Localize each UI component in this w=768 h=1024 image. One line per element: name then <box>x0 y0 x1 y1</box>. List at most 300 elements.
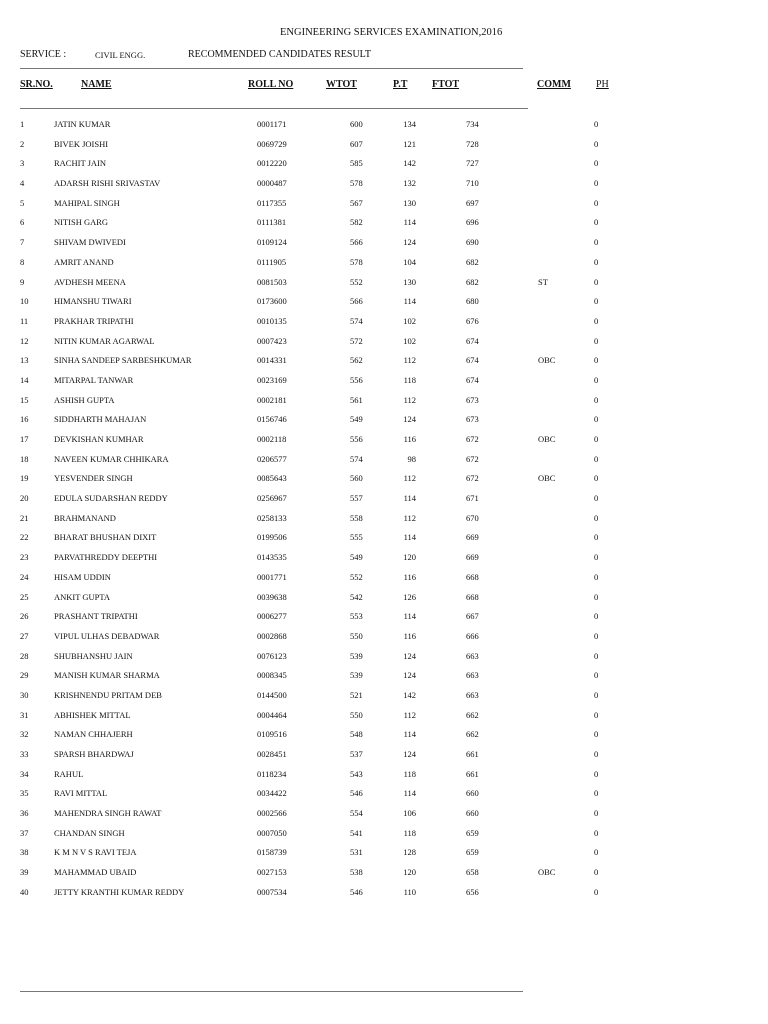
cell-wtot: 574 <box>350 315 363 326</box>
cell-sr: 28 <box>20 650 29 661</box>
cell-ph: 0 <box>594 493 599 504</box>
cell-sr: 24 <box>20 571 29 582</box>
cell-ph: 0 <box>594 178 599 189</box>
cell-ph: 0 <box>594 689 599 700</box>
table-row <box>0 434 768 454</box>
cell-pt: 116 <box>403 630 416 641</box>
cell-sr: 5 <box>20 197 25 208</box>
table-row <box>0 454 768 474</box>
cell-ph: 0 <box>594 749 599 759</box>
cell-roll: 0158739 <box>257 847 287 858</box>
candidates-table <box>0 119 768 907</box>
cell-name: DEVKISHAN KUMHAR <box>54 434 144 444</box>
cell-name: PRAKHAR TRIPATHI <box>54 315 134 326</box>
cell-wtot: 541 <box>350 827 363 838</box>
cell-pt: 128 <box>403 847 416 858</box>
cell-sr: 31 <box>20 709 29 720</box>
table-row <box>0 532 768 552</box>
cell-pt: 130 <box>403 276 416 287</box>
cell-sr: 8 <box>20 256 25 267</box>
cell-ftot: 661 <box>466 768 479 779</box>
cell-pt: 106 <box>403 808 416 819</box>
cell-name: PRASHANT TRIPATHI <box>54 611 138 622</box>
cell-sr: 2 <box>20 138 25 149</box>
cell-roll: 0007534 <box>257 886 287 897</box>
cell-roll: 0007423 <box>257 335 287 346</box>
cell-roll: 0002868 <box>257 630 287 641</box>
cell-sr: 14 <box>20 374 29 385</box>
cell-ph: 0 <box>594 276 599 287</box>
cell-ph: 0 <box>594 709 599 720</box>
column-header-comm: COMM <box>537 79 571 90</box>
cell-ph: 0 <box>594 867 599 878</box>
cell-ph: 0 <box>594 119 599 129</box>
cell-wtot: 558 <box>350 512 363 523</box>
cell-name: CHANDAN SINGH <box>54 827 125 838</box>
cell-ph: 0 <box>594 414 599 425</box>
cell-wtot: 549 <box>350 552 363 563</box>
cell-pt: 98 <box>407 453 416 464</box>
cell-pt: 112 <box>403 394 416 405</box>
cell-pt: 114 <box>403 729 416 740</box>
cell-name: NAVEEN KUMAR CHHIKARA <box>54 453 169 464</box>
cell-comm: ST <box>538 276 548 287</box>
cell-name: JETTY KRANTHI KUMAR REDDY <box>54 886 185 897</box>
cell-roll: 0156746 <box>257 414 287 425</box>
cell-ftot: 661 <box>466 749 479 759</box>
document-title: ENGINEERING SERVICES EXAMINATION,2016 <box>280 27 503 38</box>
cell-wtot: 562 <box>350 355 363 366</box>
column-header-ph: PH <box>596 79 609 90</box>
table-row <box>0 710 768 730</box>
cell-sr: 23 <box>20 552 29 563</box>
cell-ftot: 659 <box>466 827 479 838</box>
table-row <box>0 847 768 867</box>
cell-sr: 26 <box>20 611 29 622</box>
cell-pt: 114 <box>403 788 416 799</box>
cell-ftot: 663 <box>466 689 479 700</box>
cell-pt: 120 <box>403 867 416 878</box>
cell-roll: 0034422 <box>257 788 287 799</box>
cell-wtot: 582 <box>350 217 363 228</box>
table-row <box>0 552 768 572</box>
cell-ph: 0 <box>594 473 599 484</box>
cell-ph: 0 <box>594 256 599 267</box>
table-row <box>0 769 768 789</box>
service-value: CIVIL ENGG. <box>95 50 146 60</box>
cell-pt: 124 <box>403 749 416 759</box>
cell-name: NITISH GARG <box>54 217 109 228</box>
cell-ftot: 696 <box>466 217 479 228</box>
cell-wtot: 546 <box>350 788 363 799</box>
cell-roll: 0028451 <box>257 749 287 759</box>
cell-wtot: 539 <box>350 650 363 661</box>
cell-ph: 0 <box>594 335 599 346</box>
cell-ftot: 673 <box>466 394 479 405</box>
column-header-wtot: WTOT <box>326 79 357 90</box>
cell-wtot: 550 <box>350 630 363 641</box>
cell-roll: 0076123 <box>257 650 287 661</box>
cell-wtot: 555 <box>350 532 363 543</box>
cell-pt: 134 <box>403 119 416 129</box>
table-row <box>0 572 768 592</box>
cell-wtot: 553 <box>350 611 363 622</box>
table-row <box>0 139 768 159</box>
cell-ph: 0 <box>594 374 599 385</box>
table-row <box>0 808 768 828</box>
table-row <box>0 887 768 907</box>
table-row <box>0 316 768 336</box>
cell-name: SHIVAM DWIVEDI <box>54 237 126 248</box>
cell-ftot: 674 <box>466 374 479 385</box>
cell-ftot: 682 <box>466 276 479 287</box>
cell-name: YESVENDER SINGH <box>54 473 133 484</box>
cell-wtot: 521 <box>350 689 363 700</box>
cell-ph: 0 <box>594 670 599 681</box>
cell-pt: 116 <box>403 434 416 444</box>
cell-wtot: 552 <box>350 276 363 287</box>
cell-roll: 0002118 <box>257 434 287 444</box>
cell-sr: 10 <box>20 296 29 307</box>
cell-wtot: 560 <box>350 473 363 484</box>
cell-ftot: 660 <box>466 788 479 799</box>
cell-ftot: 670 <box>466 512 479 523</box>
cell-roll: 0069729 <box>257 138 287 149</box>
cell-comm: OBC <box>538 473 556 484</box>
cell-roll: 0085643 <box>257 473 287 484</box>
cell-roll: 0109516 <box>257 729 287 740</box>
cell-roll: 0143535 <box>257 552 287 563</box>
cell-name: HISAM UDDIN <box>54 571 111 582</box>
cell-ph: 0 <box>594 591 599 602</box>
column-header-pt: P.T <box>393 79 408 90</box>
cell-name: RACHIT JAIN <box>54 158 107 169</box>
cell-sr: 25 <box>20 591 29 602</box>
cell-sr: 6 <box>20 217 25 228</box>
column-header-sr: SR.NO. <box>20 79 53 90</box>
cell-ftot: 673 <box>466 414 479 425</box>
table-row <box>0 867 768 887</box>
cell-pt: 114 <box>403 217 416 228</box>
cell-roll: 0256967 <box>257 493 287 504</box>
cell-ftot: 656 <box>466 886 479 897</box>
cell-pt: 102 <box>403 335 416 346</box>
cell-wtot: 585 <box>350 158 363 169</box>
cell-ph: 0 <box>594 847 599 858</box>
cell-ftot: 674 <box>466 355 479 366</box>
cell-ph: 0 <box>594 788 599 799</box>
table-row <box>0 217 768 237</box>
cell-sr: 15 <box>20 394 29 405</box>
cell-wtot: 557 <box>350 493 363 504</box>
cell-pt: 120 <box>403 552 416 563</box>
cell-sr: 19 <box>20 473 29 484</box>
cell-pt: 118 <box>403 827 416 838</box>
cell-wtot: 539 <box>350 670 363 681</box>
cell-ftot: 672 <box>466 453 479 464</box>
cell-ftot: 672 <box>466 473 479 484</box>
table-row <box>0 611 768 631</box>
cell-ph: 0 <box>594 630 599 641</box>
cell-name: SPARSH BHARDWAJ <box>54 749 134 759</box>
cell-ftot: 668 <box>466 591 479 602</box>
cell-ftot: 676 <box>466 315 479 326</box>
cell-sr: 38 <box>20 847 29 858</box>
cell-sr: 21 <box>20 512 29 523</box>
cell-ftot: 662 <box>466 729 479 740</box>
cell-wtot: 546 <box>350 886 363 897</box>
cell-sr: 32 <box>20 729 29 740</box>
cell-wtot: 554 <box>350 808 363 819</box>
cell-roll: 0014331 <box>257 355 287 366</box>
column-header-ftot: FTOT <box>432 79 460 90</box>
cell-sr: 3 <box>20 158 25 169</box>
cell-name: MAHAMMAD UBAID <box>54 867 137 878</box>
cell-name: SHUBHANSHU JAIN <box>54 650 133 661</box>
cell-roll: 0010135 <box>257 315 287 326</box>
cell-ftot: 663 <box>466 650 479 661</box>
cell-roll: 0006277 <box>257 611 287 622</box>
cell-ph: 0 <box>594 158 599 169</box>
cell-ph: 0 <box>594 237 599 248</box>
cell-roll: 0117355 <box>257 197 287 208</box>
table-row <box>0 473 768 493</box>
table-row <box>0 414 768 434</box>
table-row <box>0 257 768 277</box>
cell-comm: OBC <box>538 434 556 444</box>
cell-wtot: 552 <box>350 571 363 582</box>
table-row <box>0 277 768 297</box>
cell-roll: 0111905 <box>257 256 287 267</box>
cell-ftot: 659 <box>466 847 479 858</box>
cell-roll: 0002181 <box>257 394 287 405</box>
cell-pt: 116 <box>403 571 416 582</box>
cell-wtot: 556 <box>350 374 363 385</box>
cell-roll: 0000487 <box>257 178 287 189</box>
cell-name: ABHISHEK MITTAL <box>54 709 131 720</box>
cell-name: NAMAN CHHAJERH <box>54 729 133 740</box>
cell-pt: 118 <box>403 768 416 779</box>
cell-ph: 0 <box>594 434 599 444</box>
cell-ftot: 674 <box>466 335 479 346</box>
cell-wtot: 572 <box>350 335 363 346</box>
cell-name: RAHUL <box>54 768 84 779</box>
cell-ftot: 669 <box>466 552 479 563</box>
cell-pt: 110 <box>403 886 416 897</box>
cell-pt: 124 <box>403 650 416 661</box>
cell-ph: 0 <box>594 532 599 543</box>
cell-pt: 102 <box>403 315 416 326</box>
cell-ph: 0 <box>594 197 599 208</box>
cell-ftot: 660 <box>466 808 479 819</box>
cell-ph: 0 <box>594 394 599 405</box>
cell-pt: 114 <box>403 532 416 543</box>
cell-ftot: 672 <box>466 434 479 444</box>
cell-pt: 114 <box>403 611 416 622</box>
cell-sr: 39 <box>20 867 29 878</box>
cell-wtot: 566 <box>350 237 363 248</box>
cell-ftot: 669 <box>466 532 479 543</box>
cell-pt: 130 <box>403 197 416 208</box>
cell-sr: 7 <box>20 237 25 248</box>
cell-ph: 0 <box>594 650 599 661</box>
cell-sr: 36 <box>20 808 29 819</box>
cell-ftot: 667 <box>466 611 479 622</box>
cell-wtot: 578 <box>350 256 363 267</box>
cell-ph: 0 <box>594 296 599 307</box>
cell-ftot: 734 <box>466 119 479 129</box>
cell-roll: 0007050 <box>257 827 287 838</box>
cell-name: VIPUL ULHAS DEBADWAR <box>54 630 160 641</box>
cell-name: MITARPAL TANWAR <box>54 374 134 385</box>
table-row <box>0 493 768 513</box>
cell-pt: 112 <box>403 355 416 366</box>
cell-roll: 0001171 <box>257 119 287 129</box>
cell-name: NITIN KUMAR AGARWAL <box>54 335 155 346</box>
cell-roll: 0206577 <box>257 453 287 464</box>
cell-pt: 112 <box>403 512 416 523</box>
cell-sr: 18 <box>20 453 29 464</box>
cell-wtot: 556 <box>350 434 363 444</box>
cell-name: MANISH KUMAR SHARMA <box>54 670 160 681</box>
cell-sr: 35 <box>20 788 29 799</box>
cell-comm: OBC <box>538 867 556 878</box>
cell-name: BHARAT BHUSHAN DIXIT <box>54 532 157 543</box>
cell-roll: 0008345 <box>257 670 287 681</box>
cell-wtot: 567 <box>350 197 363 208</box>
cell-ph: 0 <box>594 217 599 228</box>
cell-ph: 0 <box>594 729 599 740</box>
cell-sr: 13 <box>20 355 29 366</box>
cell-name: AVDHESH MEENA <box>54 276 126 287</box>
table-row <box>0 119 768 139</box>
cell-sr: 16 <box>20 414 29 425</box>
cell-pt: 114 <box>403 296 416 307</box>
cell-name: BRAHMANAND <box>54 512 116 523</box>
cell-roll: 0081503 <box>257 276 287 287</box>
result-label: RECOMMENDED CANDIDATES RESULT <box>188 49 371 60</box>
cell-name: ANKIT GUPTA <box>54 591 111 602</box>
cell-ftot: 710 <box>466 178 479 189</box>
cell-ftot: 690 <box>466 237 479 248</box>
cell-name: SINHA SANDEEP SARBESHKUMAR <box>54 355 192 366</box>
column-header-roll: ROLL NO <box>248 79 294 90</box>
table-row <box>0 631 768 651</box>
cell-wtot: 531 <box>350 847 363 858</box>
cell-name: BIVEK JOISHI <box>54 138 109 149</box>
cell-wtot: 578 <box>350 178 363 189</box>
cell-wtot: 600 <box>350 119 363 129</box>
cell-ftot: 727 <box>466 158 479 169</box>
table-row <box>0 158 768 178</box>
cell-sr: 29 <box>20 670 29 681</box>
cell-roll: 0118234 <box>257 768 287 779</box>
cell-ph: 0 <box>594 827 599 838</box>
cell-roll: 0027153 <box>257 867 287 878</box>
cell-wtot: 538 <box>350 867 363 878</box>
cell-pt: 124 <box>403 414 416 425</box>
cell-wtot: 549 <box>350 414 363 425</box>
cell-ftot: 682 <box>466 256 479 267</box>
cell-name: SIDDHARTH MAHAJAN <box>54 414 147 425</box>
cell-ftot: 658 <box>466 867 479 878</box>
cell-wtot: 537 <box>350 749 363 759</box>
cell-ph: 0 <box>594 453 599 464</box>
cell-sr: 40 <box>20 886 29 897</box>
table-row <box>0 237 768 257</box>
cell-ftot: 668 <box>466 571 479 582</box>
cell-roll: 0039638 <box>257 591 287 602</box>
header-rule-top <box>20 68 523 69</box>
cell-ftot: 666 <box>466 630 479 641</box>
cell-roll: 0002566 <box>257 808 287 819</box>
cell-pt: 118 <box>403 374 416 385</box>
table-row <box>0 690 768 710</box>
cell-roll: 0004464 <box>257 709 287 720</box>
cell-comm: OBC <box>538 355 556 366</box>
table-row <box>0 592 768 612</box>
cell-sr: 17 <box>20 434 29 444</box>
cell-roll: 0012220 <box>257 158 287 169</box>
cell-pt: 142 <box>403 158 416 169</box>
cell-roll: 0144500 <box>257 689 287 700</box>
cell-sr: 33 <box>20 749 29 759</box>
cell-ftot: 680 <box>466 296 479 307</box>
cell-roll: 0109124 <box>257 237 287 248</box>
cell-roll: 0001771 <box>257 571 287 582</box>
cell-sr: 1 <box>20 119 25 129</box>
cell-pt: 104 <box>403 256 416 267</box>
cell-roll: 0258133 <box>257 512 287 523</box>
cell-sr: 27 <box>20 630 29 641</box>
cell-ph: 0 <box>594 571 599 582</box>
table-row <box>0 355 768 375</box>
cell-sr: 37 <box>20 827 29 838</box>
cell-ftot: 728 <box>466 138 479 149</box>
cell-sr: 11 <box>20 315 29 326</box>
cell-pt: 114 <box>403 493 416 504</box>
cell-wtot: 548 <box>350 729 363 740</box>
cell-name: ADARSH RISHI SRIVASTAV <box>54 178 161 189</box>
cell-ftot: 662 <box>466 709 479 720</box>
cell-ph: 0 <box>594 552 599 563</box>
table-row <box>0 336 768 356</box>
cell-ph: 0 <box>594 355 599 366</box>
cell-sr: 4 <box>20 178 25 189</box>
table-row <box>0 651 768 671</box>
cell-sr: 12 <box>20 335 29 346</box>
cell-wtot: 542 <box>350 591 363 602</box>
cell-name: PARVATHREDDY DEEPTHI <box>54 552 158 563</box>
cell-roll: 0023169 <box>257 374 287 385</box>
cell-name: ASHISH GUPTA <box>54 394 115 405</box>
column-header-name: NAME <box>81 79 112 90</box>
cell-wtot: 543 <box>350 768 363 779</box>
cell-name: EDULA SUDARSHAN REDDY <box>54 493 168 504</box>
cell-sr: 30 <box>20 689 29 700</box>
cell-ph: 0 <box>594 315 599 326</box>
cell-name: JATIN KUMAR <box>54 119 111 129</box>
cell-roll: 0199506 <box>257 532 287 543</box>
cell-ph: 0 <box>594 138 599 149</box>
cell-ftot: 663 <box>466 670 479 681</box>
cell-ph: 0 <box>594 886 599 897</box>
cell-ph: 0 <box>594 768 599 779</box>
cell-ph: 0 <box>594 611 599 622</box>
cell-name: HIMANSHU TIWARI <box>54 296 132 307</box>
cell-pt: 126 <box>403 591 416 602</box>
cell-roll: 0111381 <box>257 217 287 228</box>
